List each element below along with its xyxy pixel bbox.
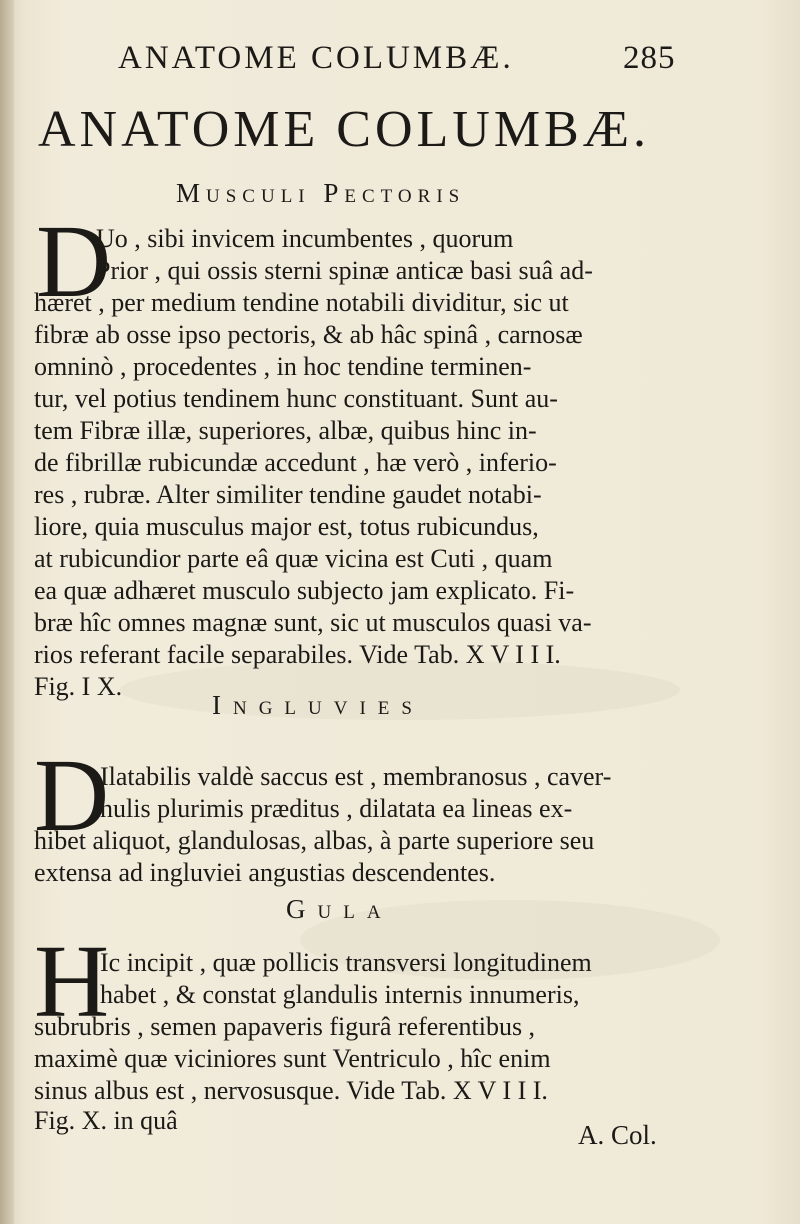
catchword: A. Col. [578, 1120, 657, 1150]
text-line: hibet aliquot, glandulosas, albas, à parte superiore seu [34, 826, 595, 855]
text-line: fibræ ab osse ipso pectoris, & ab hâc spinâ , carnosæ [34, 320, 583, 349]
section-heading-gula: Gula [286, 894, 393, 924]
text-line: habet , & constat glandulis internis innumeris, [100, 980, 580, 1009]
text-line: Ilatabilis valdè saccus est , membranosus , caver- [100, 762, 612, 791]
text-line: liore, quia musculus major est, totus rubicundus, [34, 512, 539, 541]
section-heading-ingluvies: Ingluvies [212, 690, 424, 720]
running-head [118, 40, 718, 90]
drop-cap: D [34, 738, 110, 853]
text-line: omninò , procedentes , in hoc tendine terminen- [34, 352, 532, 381]
book-spine-edge [0, 0, 14, 1224]
running-head-title: ANATOME COLUMBÆ. [118, 40, 514, 76]
text-line: nulis plurimis præditus , dilatata ea lineas ex- [100, 794, 573, 823]
text-line: bræ hîc omnes magnæ sunt, sic ut musculos quasi va- [34, 608, 592, 637]
page-title: ANATOME COLUMBÆ. [38, 101, 650, 158]
text-line: Prior , qui ossis sterni spinæ anticæ basi suâ ad- [96, 256, 593, 285]
drop-cap: H [34, 924, 110, 1039]
text-line: Fig. I X. [34, 672, 123, 701]
page-number: 285 [623, 40, 676, 76]
text-line: ea quæ adhæret musculo subjecto jam explicato. Fi- [34, 576, 575, 605]
text-line: tem Fibræ illæ, superiores, albæ, quibus hinc in- [34, 416, 537, 445]
text-line: tur, vel potius tendinem hunc constituant. Sunt au- [34, 384, 558, 413]
text-line: extensa ad ingluviei angustias descendentes. [34, 858, 496, 887]
text-line: subrubris , semen papaveris figurâ referentibus , [34, 1012, 536, 1041]
text-line: Ic incipit , quæ pollicis transversi longitudinem [100, 948, 592, 977]
text-line: hæret , per medium tendine notabili dividitur, sic ut [34, 288, 569, 317]
text-line: sinus albus est , nervosusque. Vide Tab. X V I I I. [34, 1076, 548, 1105]
section-heading-musculi-pectoris: Musculi Pectoris [176, 178, 466, 208]
drop-cap: D [36, 204, 112, 319]
text-line: res , rubræ. Alter similiter tendine gaudet notabi- [34, 480, 542, 509]
text-line: at rubicundior parte eâ quæ vicina est Cuti , quam [34, 544, 553, 573]
text-line: rios referant facile separabiles. Vide Tab. X V I I I. [34, 640, 561, 669]
text-line: Fig. X. in quâ [34, 1106, 178, 1135]
text-line: maximè quæ viciniores sunt Ventriculo , hîc enim [34, 1044, 551, 1073]
text-line: Uo , sibi invicem incumbentes , quorum [96, 224, 514, 253]
text-line: de fibrillæ rubicundæ accedunt , hæ verò , inferio- [34, 448, 557, 477]
